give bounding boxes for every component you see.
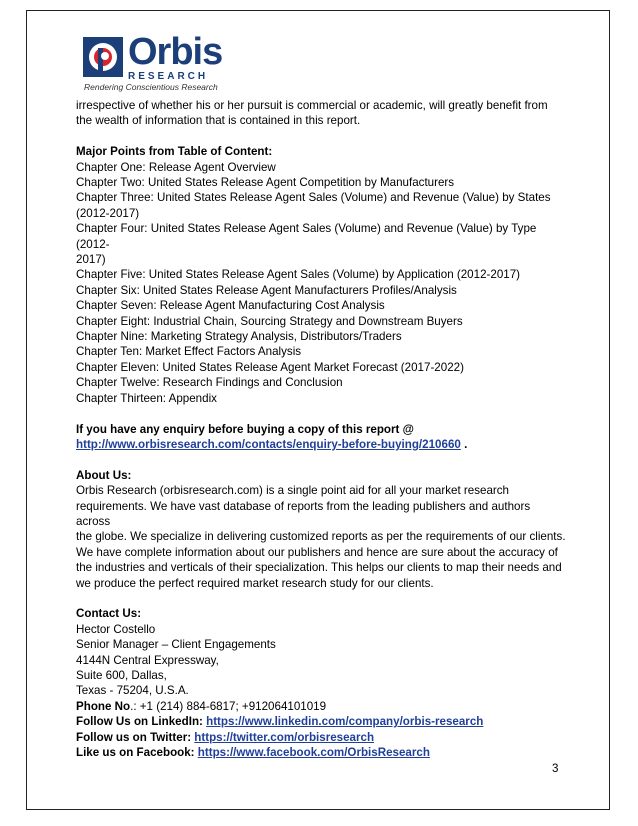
facebook-line	[76, 745, 566, 760]
toc-line: Chapter Seven: Release Agent Manufacturing Cost Analysis	[76, 299, 385, 313]
contact-line: 4144N Central Expressway,	[76, 653, 219, 667]
linkedin-line	[76, 714, 566, 729]
about-line: Orbis Research (orbisresearch.com) is a single point aid for all your market research	[76, 484, 509, 498]
toc-line: Chapter Eight: Industrial Chain, Sourcing Strategy and Downstream Buyers	[76, 314, 463, 328]
twitter-link[interactable]: https://twitter.com/orbisresearch	[194, 730, 375, 744]
twitter-label: Follow us on Twitter:	[76, 730, 195, 744]
logo-tagline: Rendering Conscientious Research	[84, 82, 218, 92]
toc-line: Chapter Two: United States Release Agent Competition by Manufacturers	[76, 176, 455, 190]
toc-line: Chapter Six: United States Release Agent Manufacturers Profiles/Analysis	[76, 283, 457, 297]
enquiry-suffix: .	[460, 437, 468, 451]
toc-line: Chapter One: Release Agent Overview	[76, 160, 276, 174]
toc-heading: Major Points from Table of Content:	[76, 145, 273, 159]
about-line: the globe. We specialize in delivering customized reports as per the requirements of our clients.	[76, 530, 566, 544]
phone-label: Phone No	[76, 699, 131, 713]
logo-wordmark: Orbis	[128, 31, 223, 73]
linkedin-label: Follow Us on LinkedIn:	[76, 715, 207, 729]
enquiry-line	[76, 437, 566, 452]
facebook-link[interactable]: https://www.facebook.com/OrbisResearch	[197, 746, 430, 759]
toc-line: Chapter Thirteen: Appendix	[76, 391, 217, 405]
facebook-label: Like us on Facebook:	[76, 746, 198, 759]
phone-value: .: +1 (214) 884-6817; +912064101019	[130, 699, 327, 713]
toc-line: 2017)	[76, 253, 106, 267]
logo-subtitle: RESEARCH	[128, 71, 209, 82]
contact-line: Senior Manager – Client Engagements	[76, 638, 276, 652]
intro-line: the wealth of information that is contained in this report.	[76, 114, 361, 128]
toc-line: Chapter Four: United States Release Agent Sales (Volume) and Revenue (Value) by Type (2012-	[76, 222, 537, 251]
intro-line: irrespective of whether his or her pursuit is commercial or academic, will greatly benefit from	[76, 99, 548, 112]
orbis-logo-icon	[82, 36, 124, 78]
phone-line	[76, 699, 566, 714]
document-body	[76, 98, 566, 760]
about-line: We have complete information about our publishers and hence are sure about the accuracy of	[76, 545, 558, 559]
orbis-logo	[82, 32, 232, 94]
toc-line: Chapter Five: United States Release Agent Sales (Volume) by Application (2012-2017)	[76, 268, 521, 282]
about-line: requirements. We have vast database of reports from the leading publishers and authors across	[76, 499, 531, 528]
contact-line: Suite 600, Dallas,	[76, 668, 167, 682]
about-line: the industries and verticals of their specialization. This helps our clients to map their needs and	[76, 561, 562, 575]
page-number: 3	[552, 762, 559, 775]
contact-line: Texas - 75204, U.S.A.	[76, 684, 189, 698]
contact-line: Hector Costello	[76, 622, 156, 636]
toc-line: Chapter Eleven: United States Release Agent Market Forecast (2017-2022)	[76, 360, 464, 374]
toc-line: Chapter Three: United States Release Agent Sales (Volume) and Revenue (Value) by States	[76, 191, 551, 205]
toc-list	[76, 160, 566, 407]
enquiry-link[interactable]: http://www.orbisresearch.com/contacts/enquiry-before-buying/210660	[76, 437, 461, 451]
about-line: we produce the perfect required market research study for our clients.	[76, 576, 434, 590]
about-heading: About Us:	[76, 468, 132, 482]
twitter-line	[76, 730, 566, 745]
contact-heading: Contact Us:	[76, 607, 142, 621]
linkedin-link[interactable]: https://www.linkedin.com/company/orbis-research	[206, 715, 484, 729]
enquiry-text: If you have any enquiry before buying a copy of this report @	[76, 422, 414, 436]
toc-line: Chapter Twelve: Research Findings and Conclusion	[76, 376, 343, 390]
toc-line: Chapter Ten: Market Effect Factors Analysis	[76, 345, 302, 359]
toc-line: Chapter Nine: Marketing Strategy Analysis, Distributors/Traders	[76, 330, 402, 344]
toc-line: (2012-2017)	[76, 206, 140, 220]
